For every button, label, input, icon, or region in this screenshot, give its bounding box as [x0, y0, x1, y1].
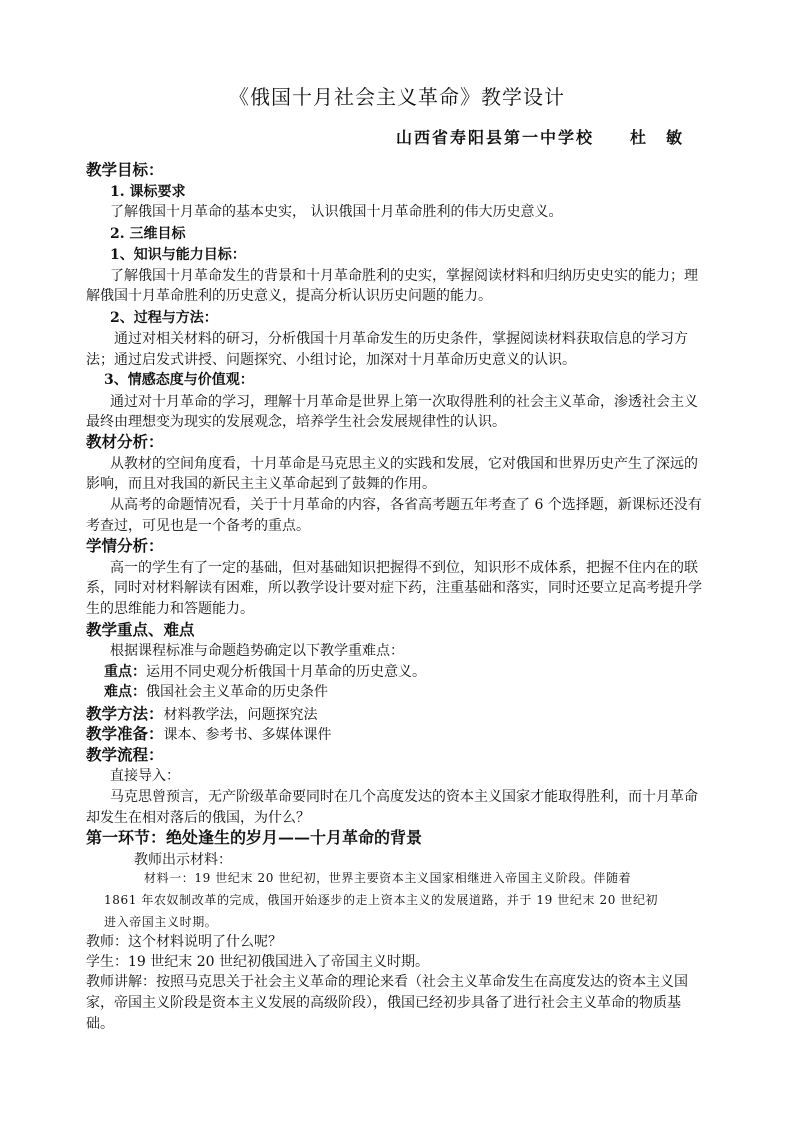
teaching-prep-row: [86, 724, 332, 745]
key-point-text: 运用不同史观分析俄国十月革命的历史意义。: [146, 664, 426, 680]
heading-teaching-goals: 教学目标：: [86, 160, 164, 179]
subheading-process-method: 2、过程与方法：: [110, 310, 218, 326]
paragraph-line: 了解俄国十月革命发生的背景和十月革命胜利的史实，掌握阅读材料和归纳历史史实的能力；理: [110, 268, 698, 284]
paragraph-line: 通过对十月革命的学习，理解十月革命是世界上第一次取得胜利的社会主义革命，渗透社会主义: [110, 394, 698, 410]
subheading-knowledge-ability: 1、知识与能力目标：: [110, 247, 246, 263]
paragraph-line: 础。: [86, 1016, 114, 1032]
heading-key-difficult-points: 教学重点、难点: [86, 620, 195, 639]
subheading-emotion-values: 3、情感态度与价值观：: [104, 372, 254, 388]
paragraph-line: 从高考的命题情况看，关于十月革命的内容，各省高考题五年考查了 6 个选择题，新课标还没有: [110, 497, 702, 513]
teaching-prep-label: 教学准备：: [86, 724, 164, 743]
material-line: 材料一：19 世纪末 20 世纪初，世界主要资本主义国家相继进入帝国主义阶段。伴随着: [144, 871, 632, 885]
teacher-shows-material: 教师出示材料：: [134, 852, 232, 868]
keypoints-intro: 根据课程标准与命题趋势确定以下教学重难点：: [110, 643, 404, 659]
section-one-heading: 第一环节：绝处逢生的岁月——十月革命的背景: [86, 828, 423, 847]
paragraph-line: 生的思维能力和答题能力。: [86, 601, 254, 617]
difficult-point-label: 难点：: [104, 684, 146, 700]
paragraph-line: 系，同时对材料解读有困难，所以教学设计要对症下药，注重基础和落实，同时还要立足高考提升学: [86, 580, 702, 596]
curriculum-requirement-text: 了解俄国十月革命的基本史实， 认识俄国十月革命胜利的伟大历史意义。: [110, 204, 563, 220]
paragraph-line: 却发生在相对落后的俄国，为什么？: [86, 810, 310, 826]
paragraph-line: 从教材的空间角度看，十月革命是马克思主义的实践和发展，它对俄国和世界历史产生了深远的: [110, 456, 698, 472]
material-line: 1861 年农奴制改革的完成，俄国开始逐步的走上资本主义的发展道路，并于 19 世纪末 20 世纪初: [104, 893, 659, 907]
paragraph-line: 最终由理想变为现实的发展观念，培养学生社会发展规律性的认识。: [86, 414, 506, 430]
difficult-point-text: 俄国社会主义革命的历史条件: [146, 684, 328, 700]
teaching-method-label: 教学方法：: [86, 704, 164, 723]
paragraph-line: 马克思曾预言，无产阶级革命要同时在几个高度发达的资本主义国家才能取得胜利，而十月革命: [110, 789, 698, 805]
teaching-method-row: [86, 704, 318, 725]
difficult-point-row: [104, 682, 328, 702]
paragraph-line: 高一的学生有了一定的基础，但对基础知识把握得不到位，知识形不成体系，把握不住内在的联: [110, 560, 698, 576]
material-line: 进入帝国主义时期。: [104, 915, 218, 929]
student-answer: 学生：19 世纪末 20 世纪初俄国进入了帝国主义时期。: [86, 954, 429, 970]
heading-student-analysis: 学情分析：: [86, 536, 164, 555]
teaching-prep-text: 课本、参考书、多媒体课件: [163, 727, 332, 743]
teaching-method-text: 材料教学法，问题探究法: [163, 707, 318, 723]
teacher-question: 教师：这个材料说明了什么呢？: [86, 934, 282, 950]
paragraph-line: 解俄国十月革命胜利的历史意义，提高分析认识历史问题的能力。: [86, 288, 492, 304]
heading-teaching-flow: 教学流程：: [86, 745, 164, 764]
subheading-three-dimensional-goals: 2. 三维目标: [110, 226, 186, 242]
paragraph-line: 教师讲解：按照马克思关于社会主义革命的理论来看（社会主义革命发生在高度发达的资本主义国: [86, 974, 688, 990]
paragraph-line: 法；通过启发式讲授、问题探究、小组讨论，加深对十月革命历史意义的认识。: [86, 352, 576, 368]
document-title: 《俄国十月社会主义革命》教学设计: [229, 85, 565, 109]
paragraph-line: 家，帝国主义阶段是资本主义发展的高级阶段），俄国已经初步具备了进行社会主义革命的物质基: [86, 995, 681, 1011]
flow-intro: 直接导入：: [110, 768, 180, 784]
paragraph-line: 考查过，可见也是一个备考的重点。: [86, 518, 310, 534]
document-author: 山西省寿阳县第一中学校 杜 敏: [396, 128, 685, 147]
subheading-curriculum-requirement: 1. 课标要求: [110, 184, 186, 200]
key-point-row: [104, 662, 426, 682]
paragraph-line: 影响，而且对我国的新民主主义革命起到了鼓舞的作用。: [86, 476, 436, 492]
heading-textbook-analysis: 教材分析：: [86, 432, 164, 451]
key-point-label: 重点：: [104, 664, 146, 680]
paragraph-line: 通过对相关材料的研习，分析俄国十月革命发生的历史条件，掌握阅读材料获取信息的学习方: [114, 331, 688, 347]
